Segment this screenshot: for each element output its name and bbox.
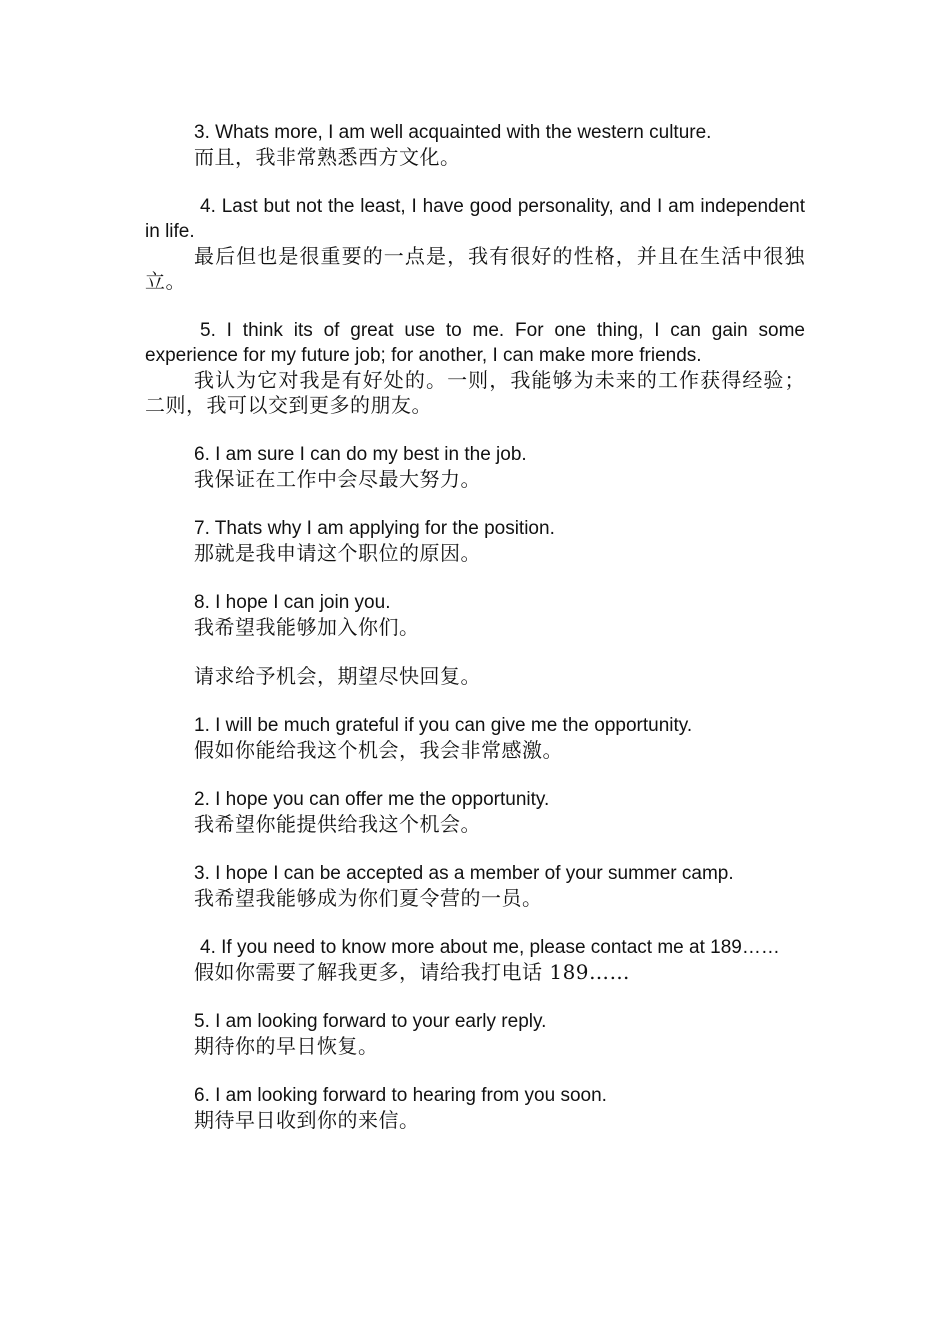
section-heading-block xyxy=(145,664,805,689)
english-sentence: 4. Last but not the least, I have good personality, and I am independent in life. xyxy=(145,196,805,242)
english-sentence: 6. I am sure I can do my best in the job. xyxy=(194,444,527,465)
chinese-translation: 期待你的早日恢复。 xyxy=(194,1034,379,1058)
chinese-translation: 我认为它对我是有好处的。一则，我能够为未来的工作获得经验；二则，我可以交到更多的朋友。 xyxy=(145,368,805,417)
english-sentence: 7. Thats why I am applying for the position. xyxy=(194,518,555,539)
section-heading: 请求给予机会，期望尽快回复。 xyxy=(194,664,481,688)
english-sentence: 8. I hope I can join you. xyxy=(194,592,391,613)
sentence-pair xyxy=(145,861,805,911)
chinese-translation: 那就是我申请这个职位的原因。 xyxy=(194,541,481,565)
sentence-pair xyxy=(145,1083,805,1133)
chinese-translation: 我希望我能够加入你们。 xyxy=(194,615,420,639)
english-sentence: 3. Whats more, I am well acquainted with the western culture. xyxy=(194,122,712,143)
english-sentence: 3. I hope I can be accepted as a member of your summer camp. xyxy=(194,863,734,884)
chinese-translation: 我希望我能够成为你们夏令营的一员。 xyxy=(194,886,543,910)
sentence-pair xyxy=(145,713,805,763)
chinese-translation: 假如你需要了解我更多，请给我打电话 189…… xyxy=(194,960,631,984)
english-sentence: 4. If you need to know more about me, please contact me at 189…… xyxy=(200,937,780,958)
english-sentence: 1. I will be much grateful if you can give me the opportunity. xyxy=(194,715,693,736)
document-body xyxy=(145,120,805,1157)
chinese-translation: 我保证在工作中会尽最大努力。 xyxy=(194,467,481,491)
sentence-pair xyxy=(145,194,805,294)
sentence-pair xyxy=(145,318,805,418)
chinese-translation: 最后但也是很重要的一点是，我有很好的性格，并且在生活中很独立。 xyxy=(145,244,805,293)
chinese-translation: 期待早日收到你的来信。 xyxy=(194,1108,420,1132)
english-sentence: 6. I am looking forward to hearing from you soon. xyxy=(194,1085,607,1106)
sentence-pair xyxy=(145,516,805,566)
sentence-pair xyxy=(145,935,805,985)
sentence-pair xyxy=(145,442,805,492)
sentence-pair xyxy=(145,120,805,170)
sentence-pair xyxy=(145,1009,805,1059)
sentence-pair xyxy=(145,590,805,640)
chinese-translation: 假如你能给我这个机会，我会非常感激。 xyxy=(194,738,563,762)
english-sentence: 5. I think its of great use to me. For one thing, I can gain some experience for my future job; for another, I can make more friends. xyxy=(145,320,805,366)
english-sentence: 2. I hope you can offer me the opportunity. xyxy=(194,789,550,810)
chinese-translation: 而且，我非常熟悉西方文化。 xyxy=(194,145,461,169)
sentence-pair xyxy=(145,787,805,837)
english-sentence: 5. I am looking forward to your early reply. xyxy=(194,1011,547,1032)
chinese-translation: 我希望你能提供给我这个机会。 xyxy=(194,812,481,836)
